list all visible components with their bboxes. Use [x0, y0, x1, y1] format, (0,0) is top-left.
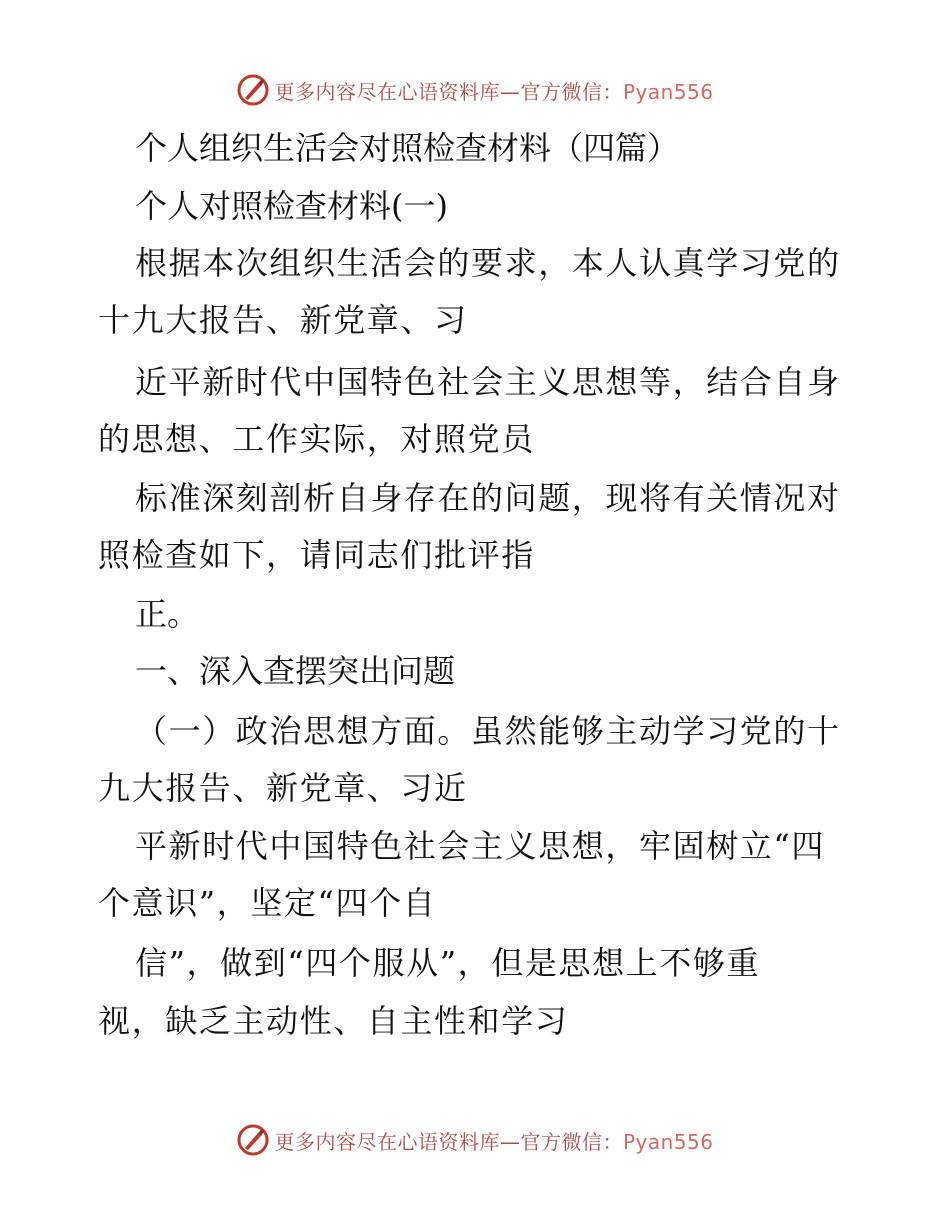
paragraph-line: 照检查如下，请同志们批评指: [98, 536, 535, 574]
paragraph-line: 视，缺乏主动性、自主性和学习: [98, 1002, 569, 1040]
paragraph-line: 正。: [135, 595, 200, 633]
banner-wechat-id: Pyan556: [622, 79, 714, 104]
paragraph-line: （一）政治思想方面。虽然能够主动学习党的十: [135, 712, 841, 750]
paragraph-line: 标准深刻剖析自身存在的问题，现将有关情况对: [135, 479, 841, 517]
section-title: 个人对照检查材料(一): [135, 187, 448, 225]
banner-promo-text: 更多内容尽在心语资料库—官方微信：Pyan556: [274, 1129, 714, 1154]
section-heading: 一、深入查摆突出问题: [135, 652, 456, 690]
banner-promo-text: 更多内容尽在心语资料库—官方微信：Pyan556: [274, 79, 714, 104]
paragraph-line: 十九大报告、新党章、习: [98, 301, 468, 339]
paragraph-line: 的思想、工作实际，对照党员: [98, 420, 535, 458]
pen-logo-icon: [236, 1123, 270, 1157]
banner-wechat-id: Pyan556: [622, 1129, 714, 1154]
document-title: 个人组织生活会对照检查材料（四篇）: [135, 129, 680, 167]
paragraph-line: 信”，做到“四个服从”，但是思想上不够重: [135, 944, 761, 982]
paragraph-line: 九大报告、新党章、习近: [98, 769, 468, 807]
footer-banner: [0, 1118, 950, 1162]
paragraph-line: 根据本次组织生活会的要求，本人认真学习党的: [135, 244, 841, 282]
paragraph-line: 近平新时代中国特色社会主义思想等，结合自身: [135, 363, 841, 401]
paragraph-line: 个意识”，坚定“四个自: [98, 884, 437, 922]
paragraph-line: 平新时代中国特色社会主义思想，牢固树立“四: [135, 827, 825, 865]
